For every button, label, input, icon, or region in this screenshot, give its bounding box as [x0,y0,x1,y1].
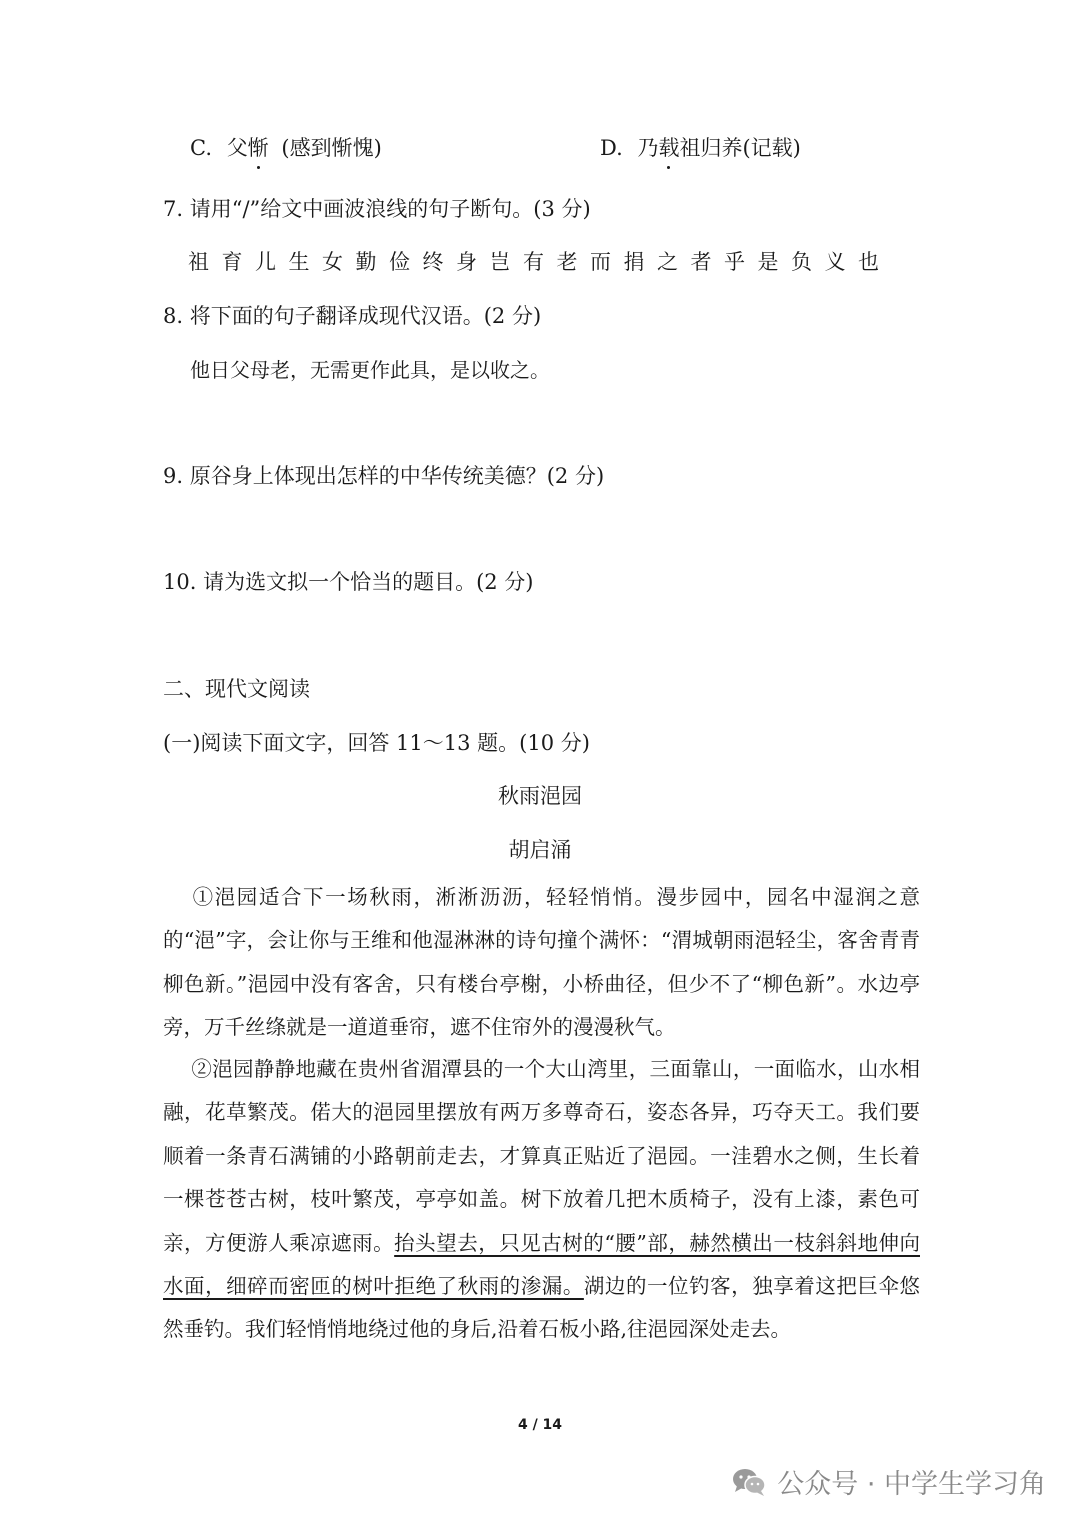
question-8-sentence: 他日父母老，无需更作此具，是以收之。 [190,358,550,382]
question-10-prompt: 10. 请为选文拟一个恰当的题目。(2 分) [163,570,534,594]
option-d-dotted-char: 载 [658,132,679,162]
option-d [600,132,801,162]
article-paragraph-2 [163,1048,920,1352]
wechat-icon [731,1467,767,1497]
section-sub-heading: (一)阅读下面文字，回答 11～13 题。(10 分) [163,731,590,755]
option-c [190,132,382,162]
question-9-prompt: 9. 原谷身上体现出怎样的中华传统美德？(2 分) [163,464,605,488]
question-7-prompt: 7. 请用“/”给文中画波浪线的句子断句。(3 分) [163,197,591,221]
watermark [731,1462,1046,1501]
page-number: 4 / 14 [517,1417,563,1433]
article-title: 秋雨浥园 [498,784,582,808]
option-c-dotted-char: 惭 [248,132,269,162]
question-8-prompt: 8. 将下面的句子翻译成现代汉语。(2 分) [163,304,542,328]
option-d-rest: 祖归养(记载) [679,136,801,160]
paragraph-2-underlined-sentence: 抬头望去，只见古树的“腰”部，赫然横出一枝斜斜地伸向水面，细碎而密匝的树叶拒绝了秋雨的渗漏。 [163,1230,920,1299]
article-author: 胡启涌 [508,838,572,862]
option-c-letter: C. [190,136,212,160]
option-d-letter: D. [600,136,623,160]
article-paragraph-1 [163,876,920,1050]
section-heading: 二、现代文阅读 [163,677,310,701]
option-c-prefix: 父 [226,136,248,160]
paragraph-1-text: ①浥园适合下一场秋雨，淅淅沥沥，轻轻悄悄。漫步园中，园名中湿润之意的“浥”字，会让你与王维和他湿淋淋的诗句撞个满怀：“渭城朝雨浥轻尘，客舍青青柳色新。”浥园中没有客舍，只有楼台亭榭，小桥曲径，但少不了“柳色新”。水边亭旁，万千丝绦就是一道道垂帘，遮不住帘外的漫漫秋气。 [163,885,920,1040]
option-c-gloss: (感到惭愧) [281,136,382,160]
paragraph-2-text-after: 湖边的一位钓客，独享着这把巨伞悠然垂钓。我们轻悄悄地绕过他的身后,沿着石板小路,往浥园深处走去。 [163,1274,921,1342]
paragraph-2-text-before: ②浥园静静地藏在贵州省湄潭县的一个大山湾里，三面靠山，一面临水，山水相融，花草繁茂。偌大的浥园里摆放有两万多尊奇石，姿态各异，巧夺天工。我们要顺着一条青石满铺的小路朝前走去，才算真正贴近了浥园。一洼碧水之侧，生长着一棵苍苍古树，枝叶繁茂，亭亭如盖。树下放着几把木质椅子，没有上漆，素色可亲，方便游人乘凉遮雨。 [163,1057,920,1255]
option-d-prefix: 乃 [637,136,659,160]
question-7-sentence: 祖育儿生女勤俭终身岂有老而捐之者乎是负义也 [188,250,892,274]
watermark-text: 公众号 · 中学生学习角 [777,1469,1046,1500]
